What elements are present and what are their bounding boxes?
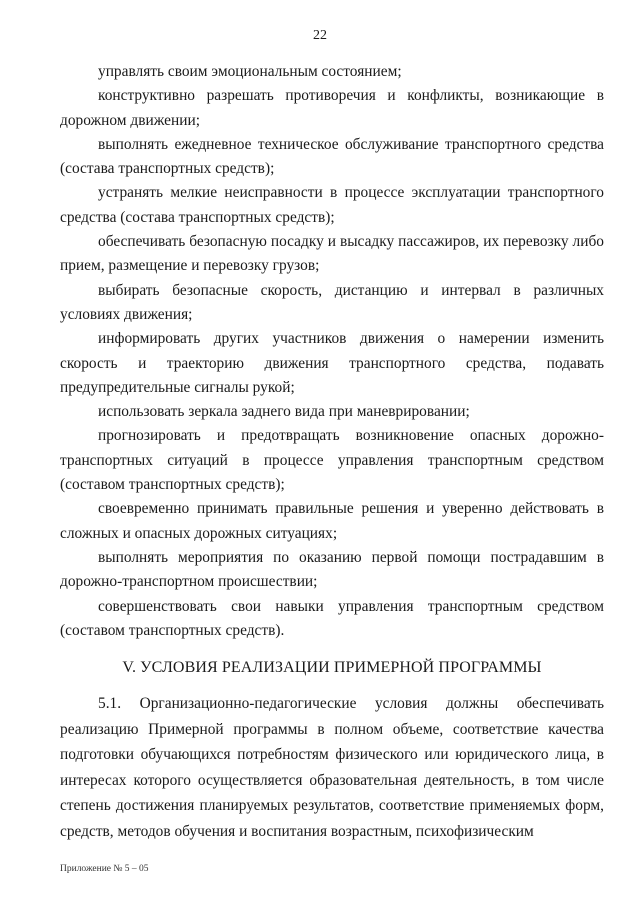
list-paragraph: обеспечивать безопасную посадку и высадку пассажиров, их перевозку либо прием, размещение и перевозку грузов; — [60, 233, 604, 275]
body-text — [60, 60, 604, 844]
list-paragraph: выполнять ежедневное техническое обслуживание транспортного средства (состава транспортных средств); — [60, 135, 604, 178]
list-paragraph: использовать зеркала заднего вида при маневрировании; — [98, 403, 470, 421]
list-paragraph: конструктивно разрешать противоречия и конфликты, возникающие в дорожном движении; — [60, 87, 604, 129]
clause-paragraph: 5.1. Организационно-педагогические условия должны обеспечивать реализацию Примерной программы в полном объеме, соответствие качества подготовки обучающихся потребностям физического или юридического лица, в интересах которого осуществляется образовательная деятельность, в том числе степень достижения планируемых результатов, соответствие применяемых форм, средств, методов обучения и воспитания возрастным, психофизическим — [60, 695, 604, 840]
list-paragraph: выполнять мероприятия по оказанию первой помощи пострадавшим в дорожно-транспортном происшествии; — [60, 548, 604, 591]
page-number: 22 — [313, 28, 327, 43]
list-paragraph: выбирать безопасные скорость, дистанцию и интервал в различных условиях движения; — [60, 281, 604, 323]
section-title: V. УСЛОВИЯ РЕАЛИЗАЦИИ ПРИМЕРНОЙ ПРОГРАММЫ — [122, 659, 542, 677]
list-paragraph: информировать других участников движения о намерении изменить скорость и траекторию движения транспортного средства, подавать предупредительные сигналы рукой; — [60, 330, 604, 396]
list-paragraph: устранять мелкие неисправности в процессе эксплуатации транспортного средства (состава транспортных средств); — [60, 184, 604, 226]
list-paragraph: управлять своим эмоциональным состоянием; — [98, 63, 402, 80]
footer-note: Приложение № 5 – 05 — [60, 864, 149, 874]
list-paragraph: совершенствовать свои навыки управления транспортным средством (составом транспортных средств). — [60, 597, 604, 639]
list-paragraph: прогнозировать и предотвращать возникновение опасных дорожно-транспортных ситуаций в процессе управления транспортным средством (составом транспортных средств); — [60, 427, 604, 494]
list-paragraph: своевременно принимать правильные решения и уверенно действовать в сложных и опасных дорожных ситуациях; — [60, 500, 604, 542]
